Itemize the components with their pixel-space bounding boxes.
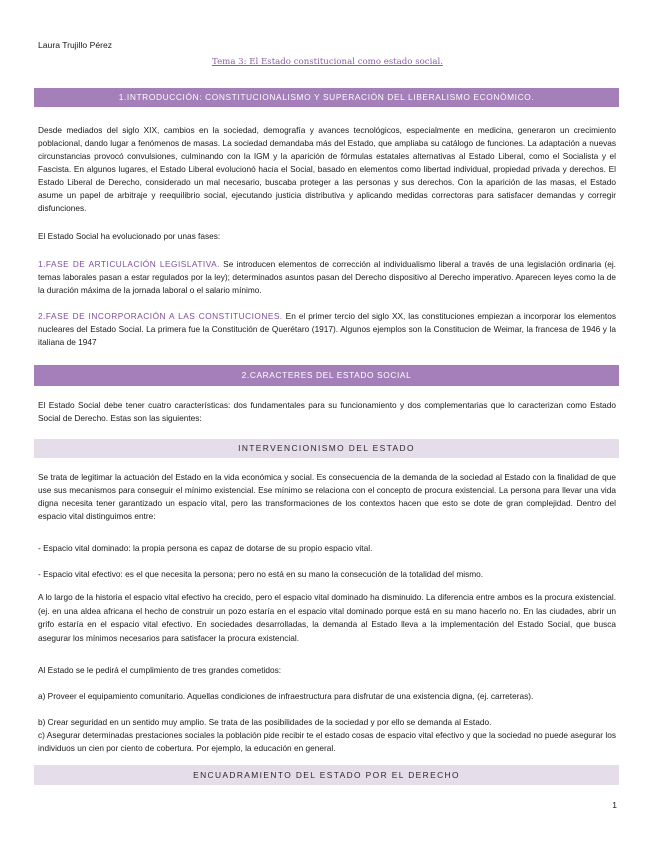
- section2-intro-paragraph: El Estado Social debe tener cuatro características: dos fundamentales para su funcionamiento y dos complementarias que lo caracterizan como Estado Social de Derecho. Estas son las siguientes:: [38, 400, 616, 423]
- list-item-espacio-dominado: - Espacio vital dominado: la propia persona es capaz de dotarse de su propio espacio vital.: [38, 543, 373, 553]
- intervencionismo-paragraph: Se trata de legitimar la actuación del Estado en la vida económica y social. Es consecuencia de la demanda de la sociedad al Estado con la finalidad de que use sus mecanismos para conseguir el mínimo existencial. Ese mínimo se relaciona con el concepto de procura existencial. La persona para llevar una vida digna necesita tener garantizado un espacio vital, pero las transformaciones de los contextos hacen que esto se dote de gran complejidad. Dentro del espacio vital distinguimos entre:: [38, 472, 616, 521]
- phase1-label: 1.FASE DE ARTICULACIÓN LEGISLATIVA.: [38, 259, 220, 269]
- list-item-espacio-efectivo: - Espacio vital efectivo: es el que necesita la persona; pero no está en su mano la consecución de la totalidad del mismo.: [38, 569, 484, 579]
- duty-b: b) Crear seguridad en un sentido muy amplio. Se trata de las posibilidades de la sociedad y por ello se demanda al Estado.: [38, 717, 492, 727]
- duty-c: c) Asegurar determinadas prestaciones sociales la población pide recibir te el estado cosas de espacio vital efectivo y que la sociedad no puede asegurar los individuos un cien por ciento de cobertura. Por ejemplo, la educación en general.: [38, 730, 616, 753]
- procura-existencial-paragraph: A lo largo de la historia el espacio vital efectivo ha crecido, pero el espacio vital dominado ha disminuido. La diferencia entre ambos es la procura existencial. (ej. en una aldea africana el hecho de construir un pozo estaría en el espacio vital dominado porque está en su mano hacerlo no. En las ciudades, abrir un grifo estaría en el espacio vital efectivo. En sociedades desarrolladas, la demanda al Estado lleva a la implementación del Estado Social, que busca asegurar los mínimos necesarios para satisfacer la procura existencial.: [38, 592, 616, 643]
- section1-intro-paragraph: Desde mediados del siglo XIX, cambios en la sociedad, demografía y avances tecnológicos, especialmente en medicina, generaron un crecimiento poblacional, dando lugar a fenómenos de masas. La sociedad demandaba más del Estado, que ampliaba su catálogo de funciones. La adaptación a nuevas circunstancias provocó convulsiones, culminando con la IGM y la aparición de fórmulas estatales alternativas al Estado Liberal, como el Socialista y el Fascista. En algunos lugares, el Estado Liberal evolucionó hacia el Social, basado en elementos como libertad individual, propiedad privada y derechos. El Estado Liberal de Derecho, considerado un mal necesario, buscaba proteger a las personas y sus derechos. Con la aparición de las masas, el Estado asume un papel de arbitraje y reequilibrio social, ejecutando justicia distributiva y aplicando medidas correctoras para satisfacer demandas y corregir disfunciones.: [38, 125, 616, 213]
- phase2-text: En el primer tercio del siglo XX, las constituciones empiezan a incorporar los elementos nucleares del Estado Social. La primera fue la Constitución de Querétaro (1917). Algunos ejemplos son la Constitucion de Weimar, la francesa de 1946 y la italiana de 1947: [38, 311, 616, 347]
- encuadramiento-heading: ENCUADRAMIENTO DEL ESTADO POR EL DERECHO: [34, 765, 619, 785]
- section2-heading: 2.CARACTERES DEL ESTADO SOCIAL: [34, 365, 619, 386]
- phases-intro: El Estado Social ha evolucionado por unas fases:: [38, 231, 221, 241]
- phase1-text: Se introducen elementos de corrección al individualismo liberal a través de una legislación ordinaria (ej. temas laborales pasan a estar regulados por la ley); determinados asuntos pasan del Derecho dispositivo al Derecho imperativo. Aparecen leyes como la de la duración máxima de la jornada laboral o el salario mínimo.: [38, 259, 616, 295]
- page-number: 1: [612, 800, 617, 810]
- document-title: Tema 3: El Estado constitucional como estado social.: [212, 57, 443, 67]
- section1-heading: 1.INTRODUCCIÓN: CONSTITUCIONALISMO Y SUPERACIÓN DEL LIBERALISMO ECONÓMICO.: [34, 88, 619, 107]
- author-name: Laura Trujillo Pérez: [38, 40, 113, 50]
- phase1-paragraph: [38, 258, 616, 297]
- phase2-paragraph: [38, 310, 616, 349]
- intervencionismo-heading: INTERVENCIONISMO DEL ESTADO: [34, 439, 619, 458]
- duty-a: a) Proveer el equipamiento comunitario. Aquellas condiciones de infraestructura para disfrutar de una existencia digna, (ej. carreteras).: [38, 691, 534, 701]
- duties-intro: Al Estado se le pedirá el cumplimiento de tres grandes cometidos:: [38, 665, 282, 675]
- phase2-label: 2.FASE DE INCORPORACIÓN A LAS CONSTITUCIONES.: [38, 311, 283, 321]
